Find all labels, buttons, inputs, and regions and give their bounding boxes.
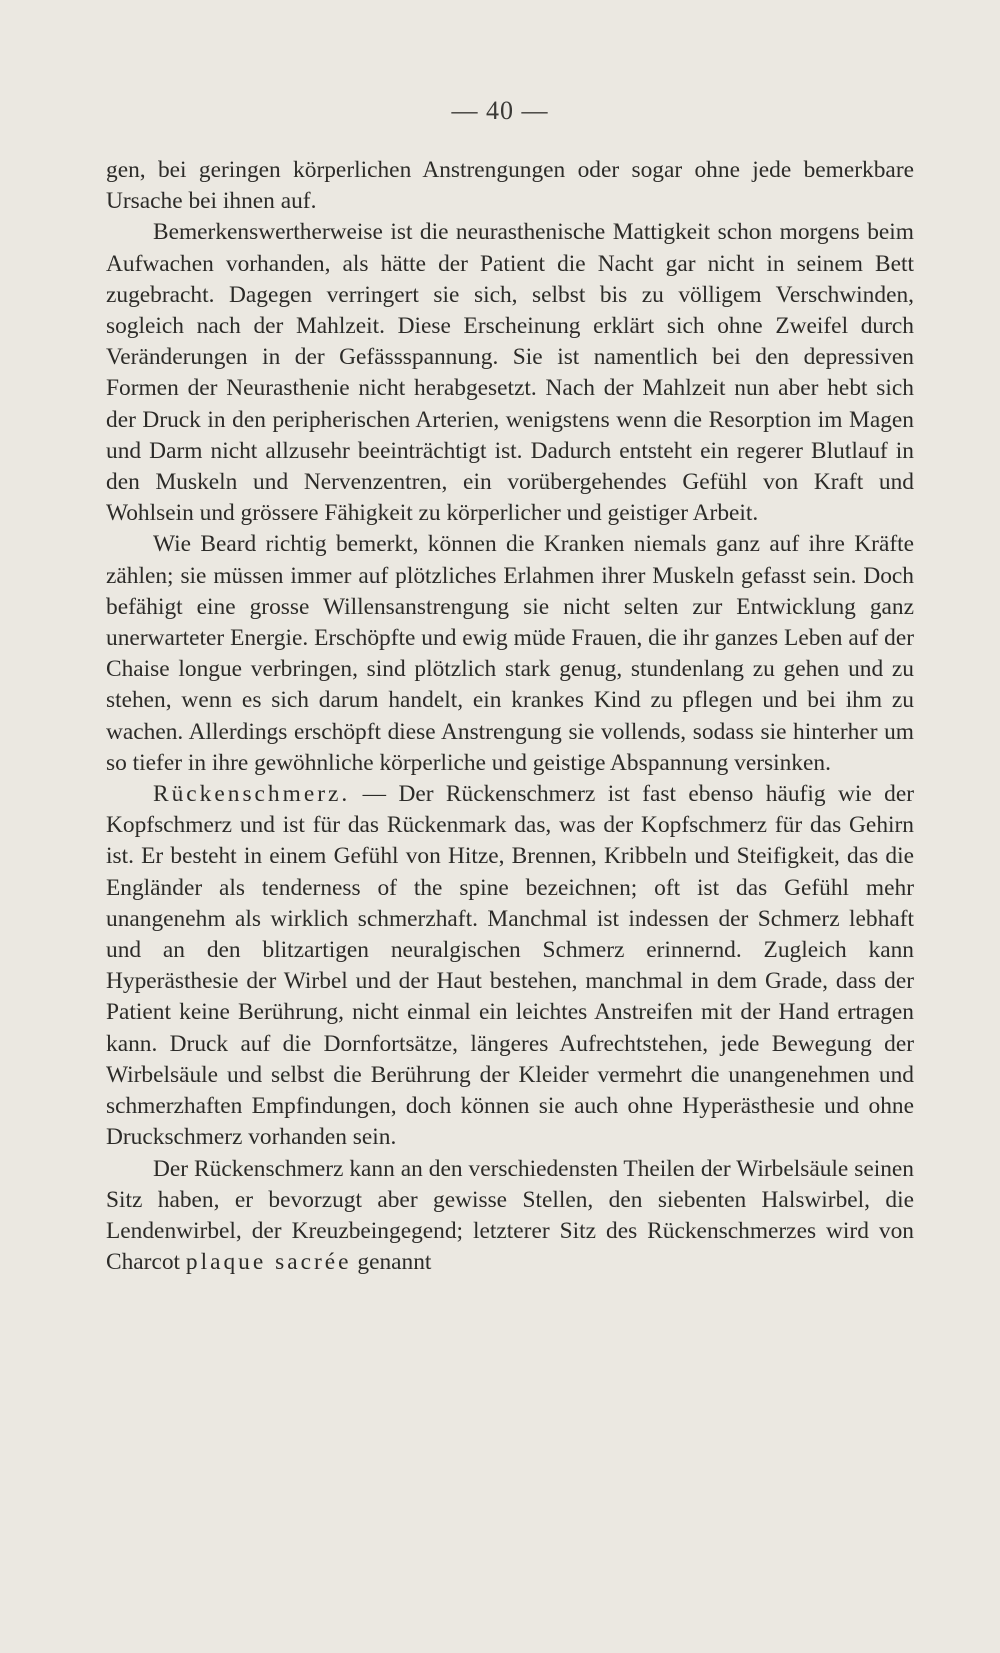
paragraph-sitz	[106, 1154, 914, 1279]
page-number: — 40 —	[451, 96, 549, 125]
paragraph-text: Der Rückenschmerz kann an den verschiedensten Theilen der Wirbelsäule seinen Sitz haben, er bevorzugt aber gewisse Stellen, den siebenten Halswirbel, die Lendenwirbel, der Kreuzbeingegend; letzterer Sitz des Rückenschmerzes wird von Charcot	[106, 1155, 914, 1276]
paragraph-text: gen, bei geringen körperlichen Anstrengungen oder sogar ohne jede bemerkbare Ursache bei ihnen auf.	[106, 157, 914, 215]
paragraph-rueckenschmerz	[106, 779, 914, 1153]
paragraph-text: — Der Rückenschmerz ist fast ebenso häufig wie der Kopfschmerz und ist für das Rückenmark das, was der Kopfschmerz für das Gehirn ist. Er besteht in einem Gefühl von Hitze, Brennen, Kribbeln und Steifigkeit, das die Engländer als tenderness of the spine bezeichnen; oft ist das Gefühl mehr unangenehm als wirklich schmerzhaft. Manchmal ist indessen der Schmerz lebhaft und an den blitzartigen neuralgischen Schmerz erinnernd. Zugleich kann Hyperästhesie der Wirbel und der Haut bestehen, manchmal in dem Grade, dass der Patient keine Berührung, nicht einmal ein leichtes Anstreifen mit der Hand ertragen kann. Druck auf die Dornfortsätze, längeres Aufrechtstehen, jede Bewegung der Wirbelsäule und selbst die Berührung der Kleider vermehrt die unangenehmen und schmerzhaften Empfindungen, doch können sie auch ohne Hyperästhesie und ohne Druckschmerz vorhanden sein.	[106, 781, 914, 1151]
paragraph-tail: genannt	[351, 1249, 432, 1276]
paragraph-continuation	[106, 155, 914, 217]
emphasized-term: plaque sacrée	[185, 1249, 352, 1276]
body-text	[106, 155, 914, 1278]
section-heading: Rückenschmerz.	[153, 781, 351, 808]
paragraph-beard	[106, 529, 914, 779]
paragraph-mattigkeit	[106, 217, 914, 529]
paragraph-text: Bemerkenswertherweise ist die neurasthenische Mattigkeit schon morgens beim Aufwachen vorhanden, als hätte der Patient die Nacht gar nicht in seinem Bett zugebracht. Dagegen verringert sie sich, selbst bis zu völligem Verschwinden, sogleich nach der Mahlzeit. Diese Erscheinung erklärt sich ohne Zweifel durch Veränderungen in der Gefässspannung. Sie ist namentlich bei den depressiven Formen der Neurasthenie nicht herabgesetzt. Nach der Mahlzeit nun aber hebt sich der Druck in den peripherischen Arterien, wenigstens wenn die Resorption im Magen und Darm nicht allzusehr beeinträchtigt ist. Dadurch entsteht ein regerer Blutlauf in den Muskeln und Nervenzentren, ein vorübergehendes Gefühl von Kraft und Wohlsein und grössere Fähigkeit zu körperlicher und geistiger Arbeit.	[106, 219, 914, 527]
paragraph-text: Wie Beard richtig bemerkt, können die Kranken niemals ganz auf ihre Kräfte zählen; sie müssen immer auf plötzliches Erlahmen ihrer Muskeln gefasst sein. Doch befähigt eine grosse Willensanstrengung sie nicht selten zur Entwicklung ganz unerwarteter Energie. Erschöpfte und ewig müde Frauen, die ihr ganzes Leben auf der Chaise longue verbringen, sind plötzlich stark genug, stundenlang zu gehen und zu stehen, wenn es sich darum handelt, ein krankes Kind zu pflegen und bei ihm zu wachen. Allerdings erschöpft diese Anstrengung sie vollends, sodass sie hinterher um so tiefer in ihre gewöhnliche körperliche und geistige Abspannung versinken.	[106, 531, 914, 776]
